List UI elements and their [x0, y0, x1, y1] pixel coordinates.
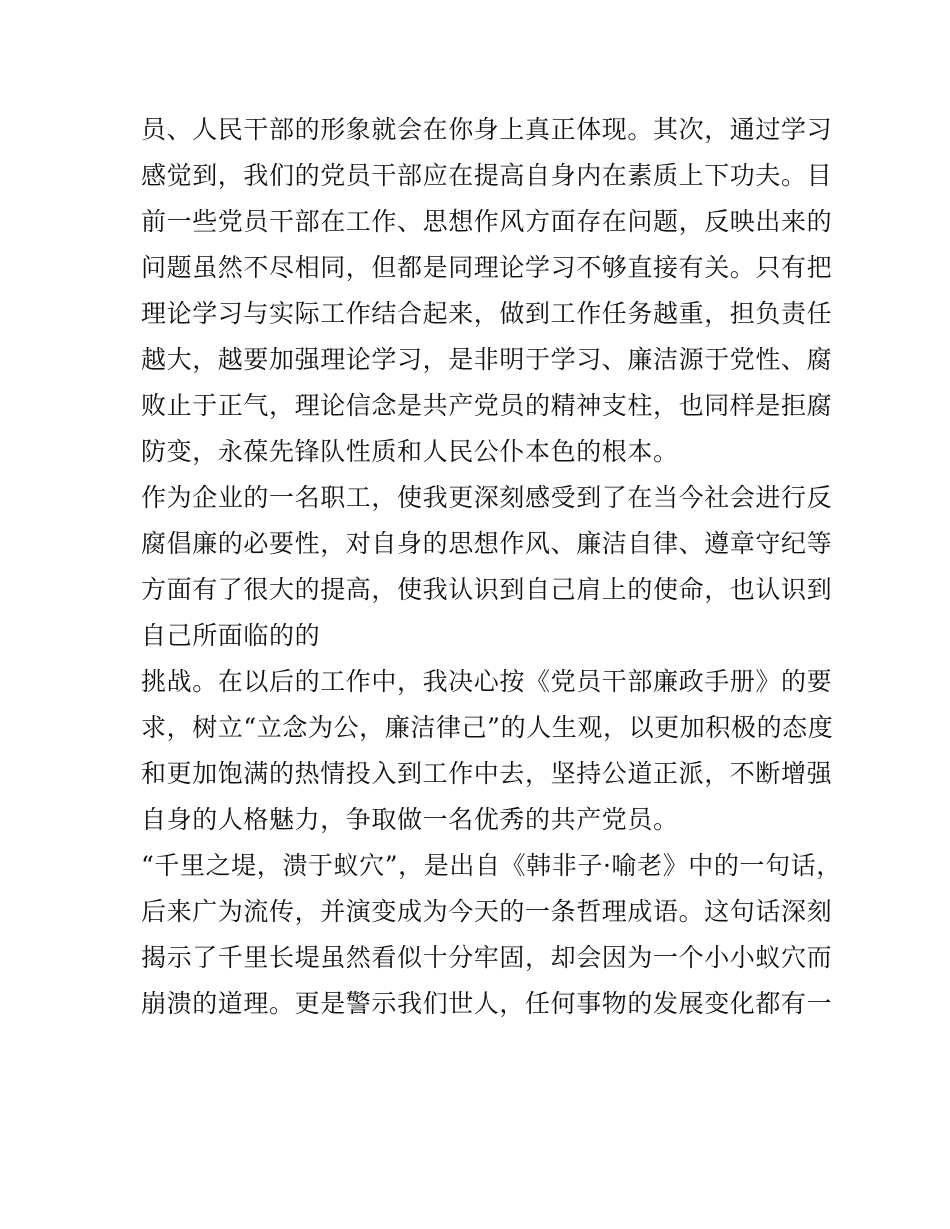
text-line: 后来广为流传，并演变成为今天的一条哲理成语。这句话深刻	[141, 897, 833, 926]
text-line: 方面有了很大的提高，使我认识到自己肩上的使命，也认识到	[141, 575, 833, 604]
text-line: “千里之堤，溃于蚁穴”，是出自《韩非子·喻老》中的一句话，	[141, 851, 842, 880]
text-line: 求，树立“立念为公，廉洁律己”的人生观，以更加积极的态度	[141, 713, 834, 742]
text-line: 员、人民干部的形象就会在你身上真正体现。其次，通过学习	[141, 115, 833, 144]
text-line: 腐倡廉的必要性，对自身的思想作风、廉洁自律、遵章守纪等	[141, 529, 833, 558]
text-line: 作为企业的一名职工，使我更深刻感受到了在当今社会进行反	[141, 483, 833, 512]
text-line: 自身的人格魅力，争取做一名优秀的共产党员。	[141, 805, 679, 834]
text-line: 和更加饱满的热情投入到工作中去，坚持公道正派，不断增强	[141, 759, 833, 788]
text-line: 揭示了千里长堤虽然看似十分牢固，却会因为一个小小蚁穴而	[141, 943, 833, 972]
body-text	[141, 107, 842, 1027]
text-line: 崩溃的道理。更是警示我们世人，任何事物的发展变化都有一	[141, 989, 833, 1018]
text-line: 理论学习与实际工作结合起来，做到工作任务越重，担负责任	[141, 299, 833, 328]
text-line: 防变，永葆先锋队性质和人民公仆本色的根本。	[141, 437, 679, 466]
text-line: 问题虽然不尽相同，但都是同理论学习不够直接有关。只有把	[141, 253, 833, 282]
text-line: 前一些党员干部在工作、思想作风方面存在问题，反映出来的	[141, 207, 833, 236]
text-line: 感觉到，我们的党员干部应在提高自身内在素质上下功夫。目	[141, 161, 833, 190]
text-line: 挑战。在以后的工作中，我决心按《党员干部廉政手册》的要	[141, 667, 833, 696]
text-line: 败止于正气，理论信念是共产党员的精神支柱，也同样是拒腐	[141, 391, 833, 420]
text-line: 自己所面临的的	[141, 621, 321, 650]
text-line: 越大，越要加强理论学习，是非明于学习、廉洁源于党性、腐	[141, 345, 833, 374]
